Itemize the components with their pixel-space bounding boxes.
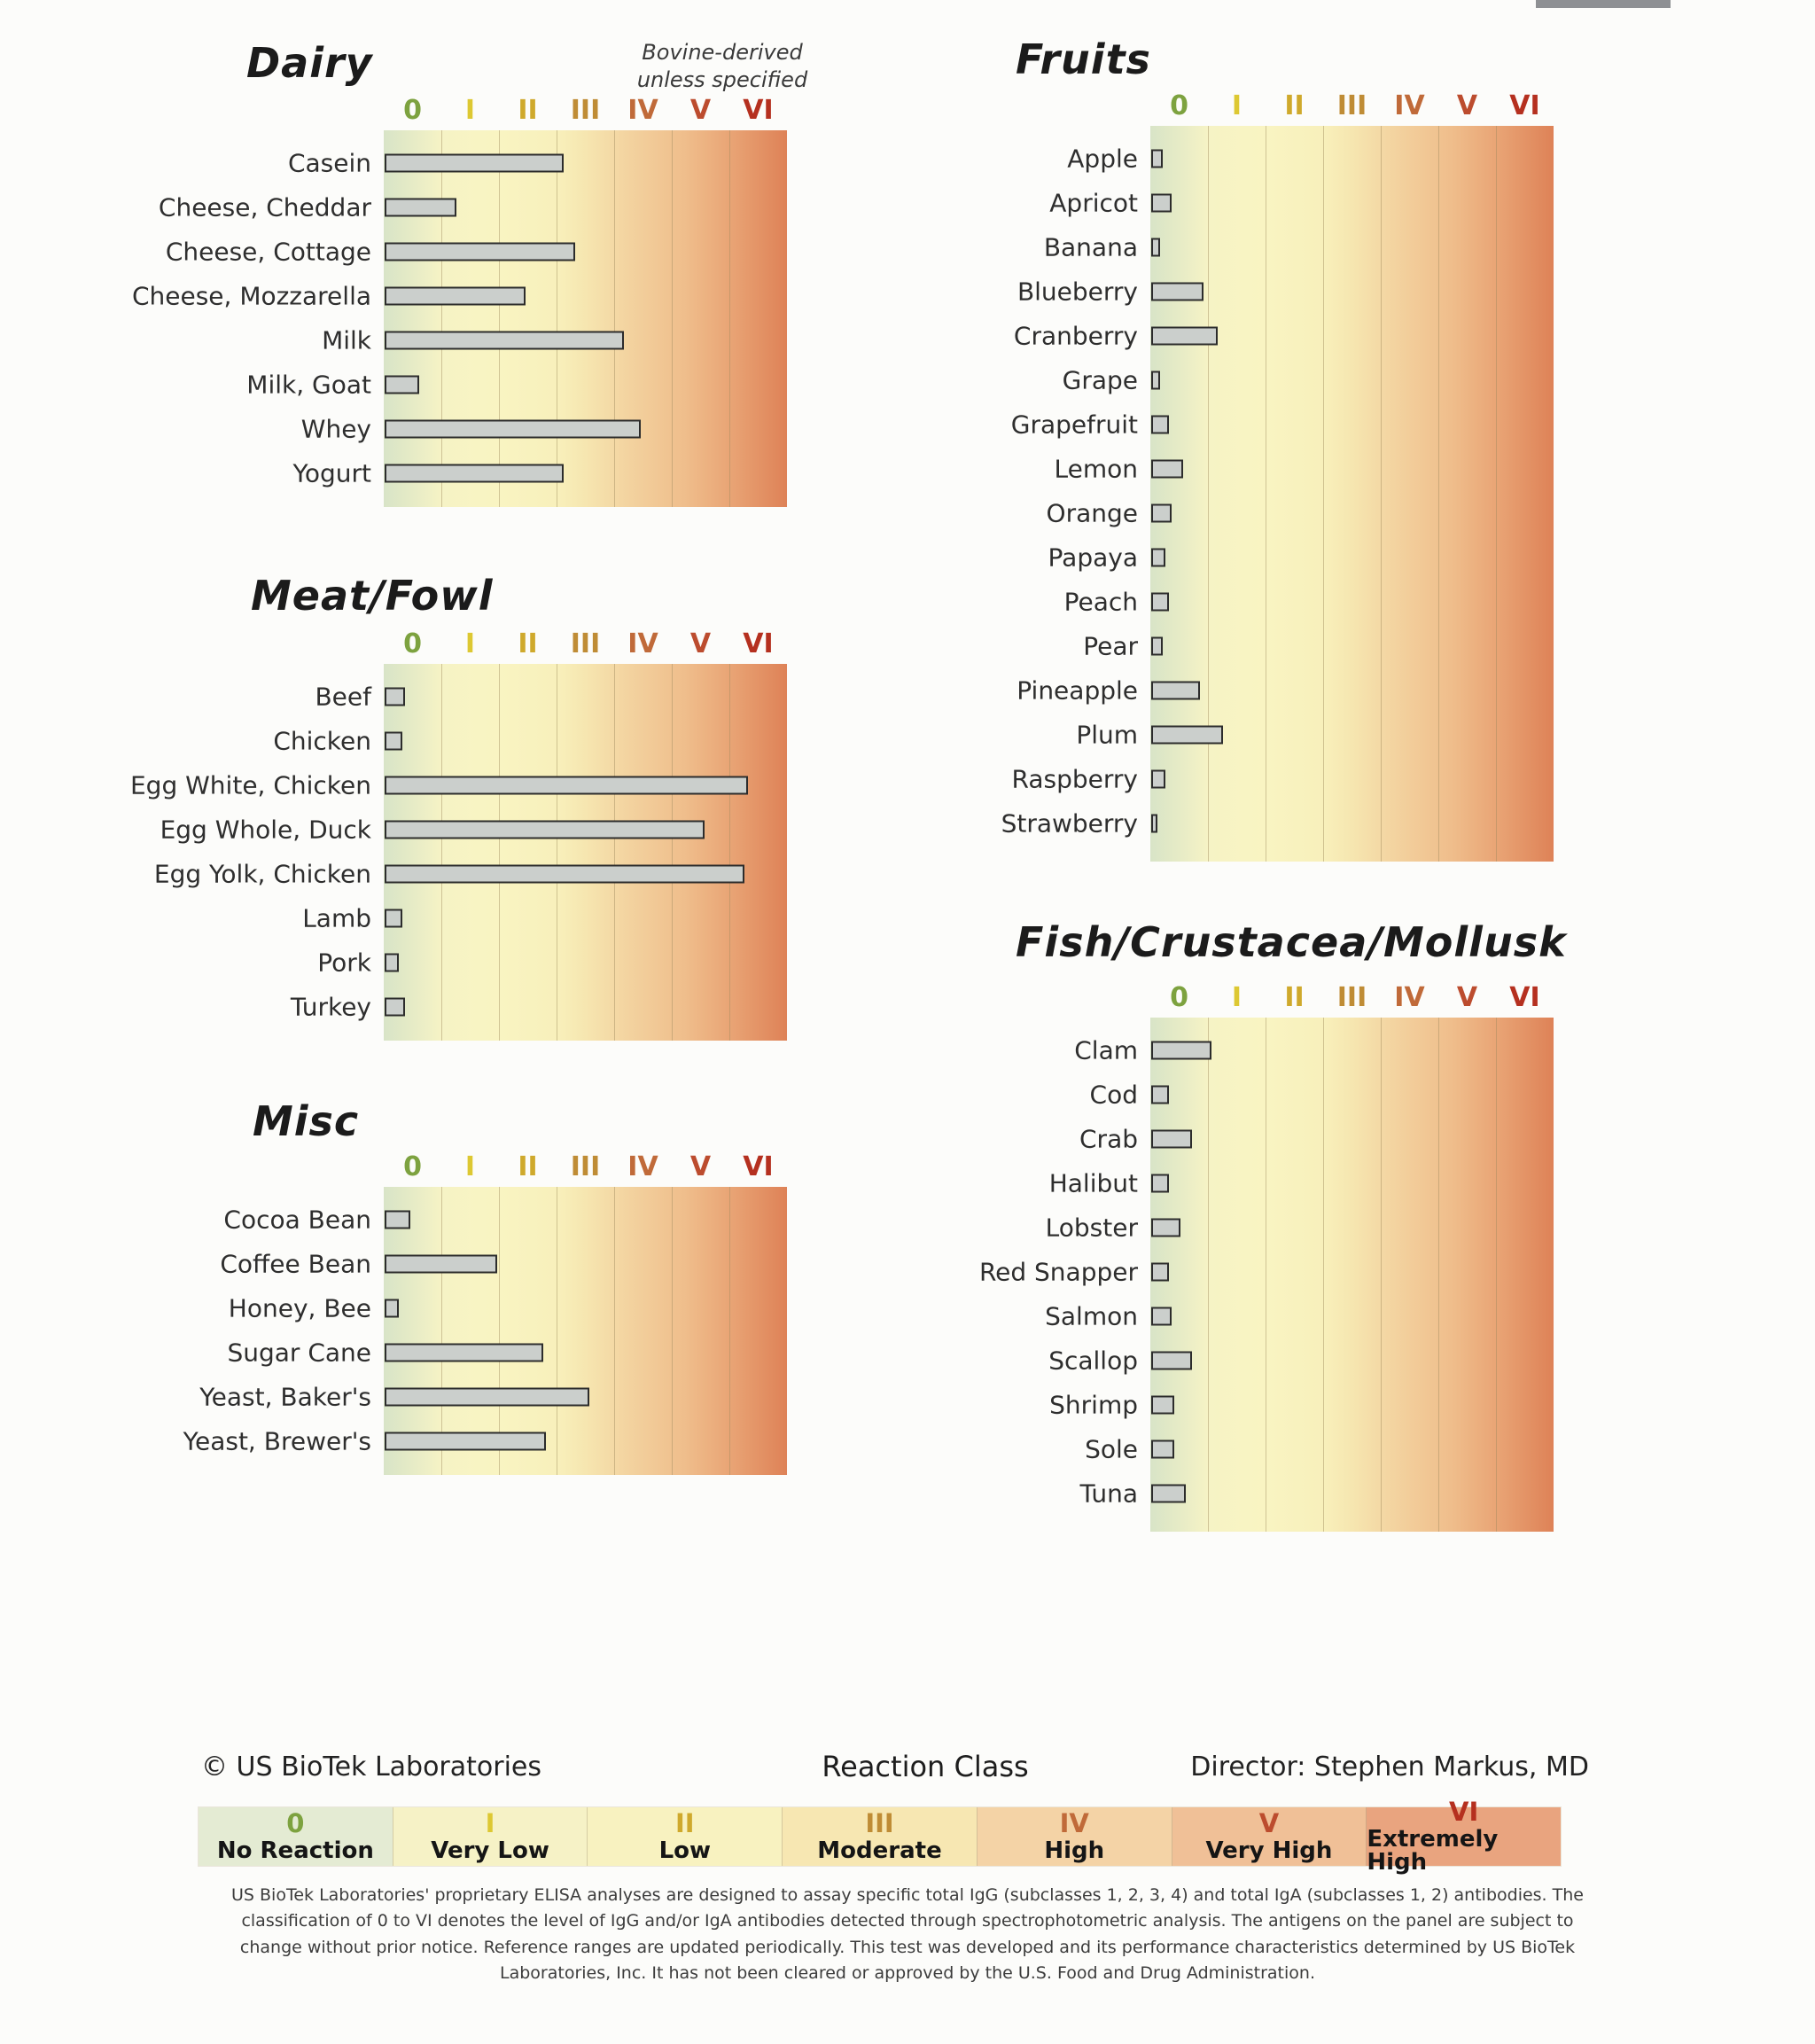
reaction-bar — [1151, 593, 1169, 612]
legend-cell-IV — [977, 1807, 1172, 1866]
food-row — [199, 1375, 787, 1419]
reaction-bar — [385, 865, 744, 884]
food-row — [1048, 1338, 1554, 1383]
food-row — [1062, 358, 1554, 402]
food-label: Scallop — [1048, 1346, 1138, 1376]
scale-header — [384, 91, 787, 130]
reaction-bar — [1151, 1396, 1174, 1415]
food-row — [1013, 314, 1554, 358]
plot-area — [131, 130, 787, 507]
food-label: Red Snapper — [978, 1257, 1138, 1287]
scale-class-0: 0 — [403, 95, 422, 126]
food-row — [1076, 713, 1554, 757]
food-row — [228, 1286, 787, 1330]
food-row — [183, 1419, 787, 1463]
legend-cell-VI — [1366, 1797, 1561, 1876]
director-text: Director: Stephen Markus, MD — [1190, 1751, 1589, 1783]
reaction-class-legend — [199, 1797, 1561, 1876]
reaction-bar — [385, 821, 705, 839]
reaction-bar — [1151, 327, 1218, 346]
food-row — [1079, 1117, 1554, 1161]
legend-numeral: IV — [1059, 1808, 1089, 1838]
meat-fowl-chart — [129, 625, 787, 1041]
legend-numeral: II — [675, 1808, 695, 1838]
reaction-bar — [1151, 1440, 1174, 1459]
scale-class-I: I — [464, 95, 476, 126]
legend-cell-0 — [199, 1807, 393, 1866]
scale-class-VI: VI — [1509, 90, 1540, 121]
scale-class-III: III — [1336, 982, 1367, 1013]
reaction-bar — [385, 1255, 497, 1274]
scale-class-I: I — [464, 1151, 476, 1182]
food-row — [317, 940, 787, 985]
food-row — [287, 141, 787, 185]
food-label: Peach — [1063, 587, 1138, 617]
food-label: Pork — [317, 948, 371, 978]
food-label: Whey — [300, 414, 371, 444]
reaction-bar — [385, 909, 402, 928]
food-label: Papaya — [1048, 542, 1138, 573]
scale-class-V: V — [689, 95, 712, 126]
reaction-bar — [385, 1388, 589, 1407]
food-row — [1049, 1383, 1554, 1427]
scale-class-III: III — [570, 628, 601, 659]
food-row — [165, 230, 787, 274]
scale-class-V: V — [1456, 90, 1478, 121]
legend-label: Very High — [1205, 1837, 1333, 1864]
reaction-bar — [1151, 150, 1163, 168]
reaction-bar — [1151, 1307, 1172, 1326]
legend-cell-III — [782, 1807, 977, 1866]
reaction-bar — [1151, 283, 1204, 301]
scale-class-III: III — [570, 95, 601, 126]
bovine-note — [625, 39, 820, 94]
panel-title-fish-crustacea-mollusk: Fish/Crustacea/Mollusk — [1016, 918, 1567, 966]
reaction-bar — [385, 154, 564, 173]
reaction-bar — [1151, 1485, 1186, 1503]
plot-area — [1001, 126, 1554, 862]
food-row — [131, 274, 787, 318]
food-label: Apricot — [1049, 188, 1138, 218]
food-row — [1045, 1294, 1554, 1338]
food-label: Milk, Goat — [246, 370, 371, 400]
food-label: Cocoa Bean — [223, 1205, 371, 1235]
food-row — [302, 896, 787, 940]
scale-class-VI: VI — [1509, 982, 1540, 1013]
food-label: Crab — [1079, 1124, 1138, 1154]
legend-label: Low — [658, 1837, 712, 1864]
reaction-bar — [385, 376, 419, 394]
misc-chart — [183, 1148, 787, 1475]
food-label: Yogurt — [292, 458, 371, 488]
food-label: Cheese, Cottage — [165, 237, 371, 267]
panel-title-meat-fowl: Meat/Fowl — [251, 572, 494, 620]
food-row — [1011, 757, 1554, 801]
reaction-bar — [1151, 1042, 1211, 1060]
scale-class-0: 0 — [403, 628, 422, 659]
food-label: Chicken — [273, 726, 371, 756]
reaction-bar — [1151, 1174, 1169, 1193]
reaction-bar — [385, 998, 405, 1017]
food-label: Shrimp — [1049, 1390, 1138, 1420]
scale-class-0: 0 — [403, 1151, 422, 1182]
reaction-bar — [385, 954, 399, 972]
food-label: Tuna — [1079, 1478, 1138, 1509]
food-label: Lobster — [1045, 1213, 1138, 1243]
scale-class-0: 0 — [1170, 90, 1188, 121]
reaction-bar — [1151, 1086, 1169, 1104]
scale-class-III: III — [570, 1151, 601, 1182]
food-row — [1043, 225, 1554, 269]
panel-title-dairy: Dairy — [246, 39, 373, 87]
scale-class-II: II — [1284, 90, 1305, 121]
scale-header — [1150, 87, 1554, 126]
food-label: Beef — [315, 682, 371, 712]
reaction-bar — [1151, 770, 1165, 789]
reaction-bar — [385, 1299, 399, 1318]
food-label: Pineapple — [1017, 675, 1138, 706]
scale-class-V: V — [689, 628, 712, 659]
food-row — [1083, 624, 1554, 668]
food-row — [227, 1330, 787, 1375]
reaction-bar — [385, 1344, 543, 1362]
food-row — [315, 675, 787, 719]
scale-class-II: II — [1284, 982, 1305, 1013]
food-row — [1049, 181, 1554, 225]
reaction-bar — [385, 332, 624, 350]
food-label: Egg Whole, Duck — [160, 815, 371, 845]
reaction-bar — [1151, 1352, 1192, 1370]
dairy-chart — [131, 91, 787, 507]
reaction-bar — [1151, 460, 1183, 479]
food-label: Pear — [1083, 631, 1138, 661]
reaction-bar — [1151, 1130, 1192, 1149]
copyright-text: © US BioTek Laboratories — [201, 1751, 542, 1783]
scale-class-VI: VI — [743, 95, 774, 126]
food-label: Milk — [322, 325, 371, 355]
scale-class-II: II — [518, 628, 538, 659]
scale-class-I: I — [1231, 90, 1242, 121]
food-label: Lamb — [302, 903, 371, 933]
scale-class-IV: IV — [627, 95, 658, 126]
food-row — [1001, 801, 1554, 846]
reaction-bar — [1151, 815, 1157, 833]
reaction-bar — [385, 1432, 546, 1451]
food-label: Apple — [1067, 144, 1138, 174]
food-label: Cranberry — [1013, 321, 1138, 351]
reaction-bar — [385, 464, 564, 483]
reaction-bar — [385, 243, 575, 261]
food-row — [1046, 491, 1554, 535]
food-label: Cod — [1089, 1080, 1138, 1110]
food-label: Egg White, Chicken — [129, 770, 371, 800]
food-row — [129, 763, 787, 807]
scale-class-I: I — [1231, 982, 1242, 1013]
food-label: Egg Yolk, Chicken — [153, 859, 371, 889]
scale-header — [1150, 979, 1554, 1018]
scale-class-0: 0 — [1170, 982, 1188, 1013]
food-row — [292, 451, 787, 495]
food-label: Raspberry — [1011, 764, 1138, 794]
fruits-chart — [1001, 87, 1554, 862]
food-label: Cheese, Mozzarella — [131, 281, 371, 311]
food-label: Lemon — [1054, 454, 1138, 484]
food-row — [1067, 137, 1554, 181]
bovine-note-line2: unless specified — [636, 67, 808, 93]
scale-class-IV: IV — [1394, 982, 1425, 1013]
food-row — [1017, 668, 1554, 713]
legend-cell-I — [393, 1807, 588, 1866]
food-label: Coffee Bean — [220, 1249, 371, 1279]
legend-numeral: VI — [1449, 1797, 1479, 1827]
food-row — [1054, 447, 1554, 491]
reaction-bar — [1151, 637, 1163, 656]
food-label: Plum — [1076, 720, 1138, 750]
scan-artifact — [1536, 0, 1671, 8]
scale-class-IV: IV — [1394, 90, 1425, 121]
legend-numeral: III — [865, 1808, 894, 1838]
food-label: Sugar Cane — [227, 1338, 371, 1368]
legend-label: Moderate — [817, 1837, 942, 1864]
reaction-bar — [385, 776, 748, 795]
food-row — [1089, 1073, 1554, 1117]
food-row — [322, 318, 787, 363]
food-row — [1063, 580, 1554, 624]
panel-title-fruits: Fruits — [1016, 35, 1151, 83]
reaction-bar — [1151, 504, 1172, 523]
food-label: Yeast, Brewer's — [183, 1426, 371, 1456]
food-label: Turkey — [290, 992, 371, 1022]
reaction-bar — [385, 688, 405, 706]
legend-numeral: I — [485, 1808, 495, 1838]
food-row — [290, 985, 787, 1029]
food-label: Yeast, Baker's — [199, 1382, 371, 1412]
legend-label: Very Low — [431, 1837, 549, 1864]
food-row — [153, 852, 787, 896]
fish-crustacea-mollusk-chart — [978, 979, 1554, 1532]
panel-title-misc: Misc — [253, 1097, 360, 1145]
food-label: Orange — [1046, 498, 1138, 528]
food-label: Clam — [1074, 1035, 1138, 1065]
scale-class-V: V — [689, 1151, 712, 1182]
reaction-bar — [385, 199, 456, 217]
food-row — [1085, 1427, 1554, 1471]
legend-cell-II — [587, 1807, 782, 1866]
plot-area — [129, 664, 787, 1041]
food-row — [273, 719, 787, 763]
legend-numeral: V — [1258, 1808, 1280, 1838]
food-row — [220, 1242, 787, 1286]
food-row — [1079, 1471, 1554, 1516]
scale-class-VI: VI — [743, 1151, 774, 1182]
scale-class-II: II — [518, 1151, 538, 1182]
reaction-bar — [1151, 726, 1223, 745]
food-row — [978, 1250, 1554, 1294]
legend-label: No Reaction — [216, 1837, 374, 1864]
food-row — [246, 363, 787, 407]
food-label: Strawberry — [1001, 808, 1138, 839]
reaction-bar — [1151, 1263, 1169, 1282]
food-row — [160, 807, 787, 852]
food-row — [1074, 1028, 1554, 1073]
scale-class-III: III — [1336, 90, 1367, 121]
food-row — [1045, 1205, 1554, 1250]
food-row — [1010, 402, 1554, 447]
scale-class-II: II — [518, 95, 538, 126]
food-row — [158, 185, 787, 230]
food-row — [1017, 269, 1554, 314]
scale-class-IV: IV — [627, 628, 658, 659]
reaction-bar — [385, 1211, 410, 1229]
scale-header — [384, 625, 787, 664]
reaction-bar — [1151, 682, 1200, 700]
reaction-bar — [1151, 549, 1165, 567]
scale-class-VI: VI — [743, 628, 774, 659]
food-row — [1048, 535, 1554, 580]
food-label: Cheese, Cheddar — [158, 192, 371, 222]
reaction-bar — [1151, 371, 1160, 390]
scale-class-IV: IV — [627, 1151, 658, 1182]
reaction-bar — [1151, 1219, 1180, 1237]
reaction-bar — [1151, 238, 1160, 257]
bovine-note-line1: Bovine-derived — [642, 40, 803, 65]
food-label: Banana — [1043, 232, 1138, 262]
food-row — [1048, 1161, 1554, 1205]
plot-area — [183, 1187, 787, 1475]
disclaimer-text: US BioTek Laboratories' proprietary ELISA analyses are designed to assay specific total IgG (subclasses 1, 2, 3, 4) and total IgA (subclasses 1, 2) antibodies. The classification of 0 to VI denotes the level of IgG and/or IgA antibodies detected through spectrophotometric analysis. The antigens on the panel are subject to change without prior notice. Reference ranges are updated periodically. This test was developed and its performance characteristics determined by US BioTek Laboratories, Inc. It has not been cleared or approved by the U.S. Food and Drug Administration. — [231, 1885, 1584, 1984]
reaction-bar — [385, 420, 641, 439]
reaction-class-title: Reaction Class — [822, 1750, 1029, 1783]
food-label: Casein — [287, 148, 371, 178]
legend-numeral: 0 — [286, 1808, 305, 1838]
food-label: Blueberry — [1017, 277, 1138, 307]
food-label: Grape — [1062, 365, 1138, 395]
legend-label: Extremely High — [1367, 1826, 1499, 1876]
legend-label: High — [1044, 1837, 1105, 1864]
food-label: Salmon — [1045, 1301, 1138, 1331]
food-label: Sole — [1085, 1434, 1138, 1464]
food-label: Grapefruit — [1010, 410, 1138, 440]
reaction-bar — [1151, 194, 1172, 213]
food-row — [223, 1198, 787, 1242]
food-label: Halibut — [1048, 1168, 1138, 1198]
reaction-bar — [385, 732, 402, 751]
food-row — [300, 407, 787, 451]
reaction-bar — [1151, 416, 1169, 434]
scale-header — [384, 1148, 787, 1187]
legend-cell-V — [1172, 1807, 1367, 1866]
food-label: Honey, Bee — [228, 1293, 371, 1323]
scale-class-V: V — [1456, 982, 1478, 1013]
reaction-bar — [385, 287, 526, 306]
plot-area — [978, 1018, 1554, 1532]
scale-class-I: I — [464, 628, 476, 659]
